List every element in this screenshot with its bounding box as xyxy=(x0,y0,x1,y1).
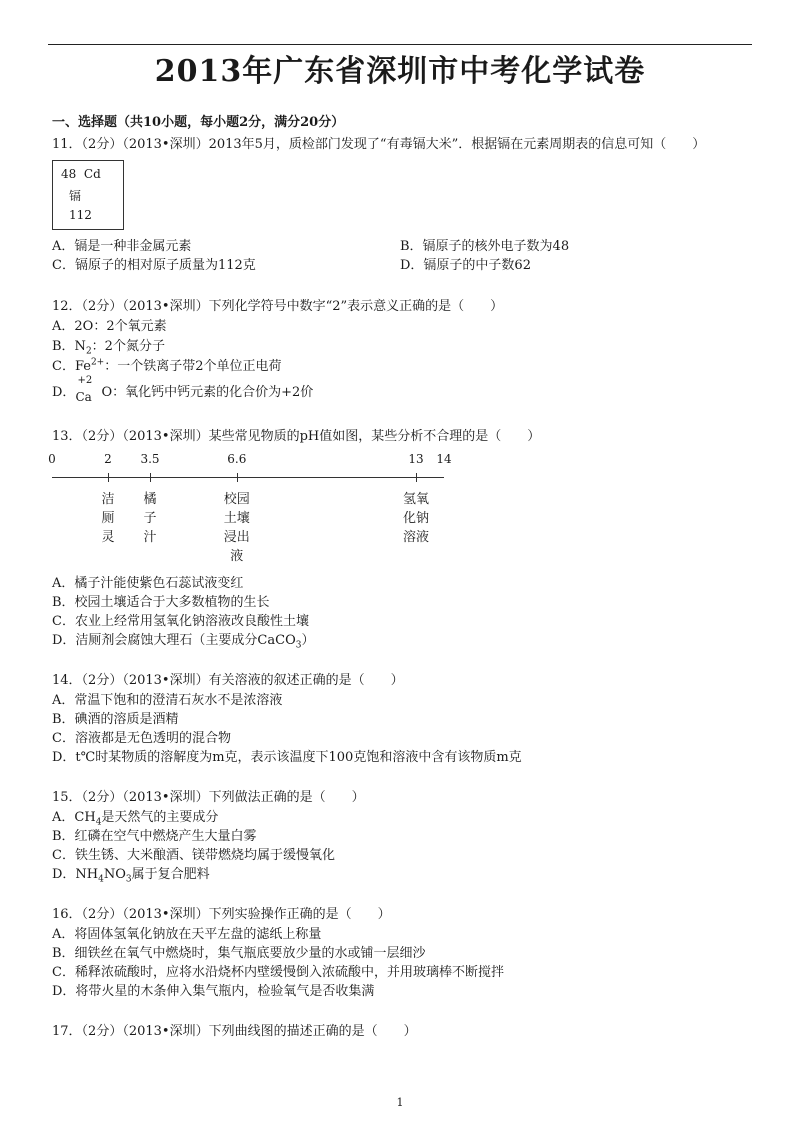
q15-option-d: D．$NH_4NO_3$属于复合肥料 xyxy=(52,867,210,885)
page-title: 2013年广东省深圳市中考化学试卷 xyxy=(154,54,646,89)
q16-option-a: A．将固体氢氧化钠放在天平左盘的滤纸上称量 xyxy=(52,927,322,942)
ph-tick-label: 6.6 xyxy=(227,452,247,466)
page-number: 1 xyxy=(396,1096,404,1109)
ph-substance-line: 土壤 xyxy=(223,511,250,526)
q15-option-b: B．红磷在空气中燃烧产生大量白雾 xyxy=(52,829,257,844)
ph-scale-diagram xyxy=(48,452,468,582)
q16-option-b: B．细铁丝在氧气中燃烧时，集气瓶底要放少量的水或铺一层细沙 xyxy=(52,946,426,961)
ph-substance-line: 浸出 xyxy=(223,530,250,545)
q12-option-c: C．$Fe^{2+}$：一个铁离子带2个单位正电荷 xyxy=(52,357,282,374)
ph-axis-line xyxy=(52,477,444,478)
q15-option-a: A．$CH_4$是天然气的主要成分 xyxy=(52,810,219,828)
q16-option-c: C．稀释浓硫酸时，应将水沿烧杯内壁缓慢倒入浓硫酸中，并用玻璃棒不断搅拌 xyxy=(52,965,504,980)
q11-option-c: C．镉原子的相对原子质量为112克 xyxy=(52,258,256,273)
ph-substance-line: 洁 xyxy=(101,492,115,507)
q16-option-d: D．将带火星的木条伸入集气瓶内，检验氧气是否收集满 xyxy=(52,984,375,999)
ph-substance-label xyxy=(143,490,156,547)
q12-option-a: A．2O：2个氧元素 xyxy=(52,319,167,334)
ph-tick-mark xyxy=(237,473,238,482)
ph-tick-mark xyxy=(108,473,109,482)
q11-option-a: A．镉是一种非金属元素 xyxy=(52,239,192,254)
ph-substance-line: 氢氧 xyxy=(402,492,430,507)
q14-stem: 14．（2分）（2013•深圳）有关溶液的叙述正确的是（ ） xyxy=(52,673,404,688)
q15-stem: 15．（2分）（2013•深圳）下列做法正确的是（ ） xyxy=(52,790,365,805)
ph-substance-line: 化钠 xyxy=(402,511,430,526)
q13-option-b: B．校园土壤适合于大多数植物的生长 xyxy=(52,595,270,610)
ph-tick-label: 0 xyxy=(48,452,56,466)
q14-option-a: A．常温下饱和的澄清石灰水不是浓溶液 xyxy=(52,693,283,708)
ph-substance-line: 校园 xyxy=(223,492,250,507)
ph-substance-line: 灵 xyxy=(101,530,115,545)
q12-option-b: B．$N_2$：2个氮分子 xyxy=(52,339,165,357)
ph-substance-line: 子 xyxy=(143,511,157,526)
q11-option-b: B．镉原子的核外电子数为48 xyxy=(400,239,570,254)
q13-option-d: D．洁厕剂会腐蚀大理石（主要成分CaCO$_3$） xyxy=(52,633,315,651)
element-mass: 112 xyxy=(69,208,92,222)
element-cell-cadmium xyxy=(52,160,124,230)
element-name: 镉 xyxy=(69,189,82,203)
ph-substance-line: 溶液 xyxy=(402,530,430,545)
q11-option-d: D．镉原子的中子数62 xyxy=(400,258,531,273)
q14-option-b: B．碘酒的溶质是酒精 xyxy=(52,712,179,727)
q17-stem: 17．（2分）（2013•深圳）下列曲线图的描述正确的是（ ） xyxy=(52,1024,417,1039)
element-number-symbol: 48 Cd xyxy=(61,167,101,181)
ph-substance-label xyxy=(224,490,250,566)
q13-stem: 13．（2分）（2013•深圳）某些常见物质的pH值如图，某些分析不合理的是（ ） xyxy=(52,429,541,444)
ph-tick-label: 2 xyxy=(104,452,112,466)
ph-tick-label: 14 xyxy=(436,452,452,466)
ph-substance-line: 汁 xyxy=(143,530,157,545)
q12-stem: 12．（2分）（2013•深圳）下列化学符号中数字“2”表示意义正确的是（ ） xyxy=(52,299,504,314)
q16-stem: 16．（2分）（2013•深圳）下列实验操作正确的是（ ） xyxy=(52,907,391,922)
ph-substance-line: 橘 xyxy=(143,492,157,507)
ph-tick-label: 13 xyxy=(408,452,424,466)
q14-option-c: C．溶液都是无色透明的混合物 xyxy=(52,731,231,746)
ph-substance-label xyxy=(101,490,114,547)
q14-option-d: D．t℃时某物质的溶解度为m克，表示该温度下100克饱和溶液中含有该物质m克 xyxy=(52,750,522,765)
valence-notation: +2 Ca xyxy=(75,375,93,404)
q15-option-c: C．铁生锈、大米酿酒、镁带燃烧均属于缓慢氧化 xyxy=(52,848,335,863)
q13-option-a: A．橘子汁能使紫色石蕊试液变红 xyxy=(52,576,244,591)
ph-tick-mark xyxy=(416,473,417,482)
ph-substance-line: 厕 xyxy=(101,511,115,526)
ph-tick-label: 3.5 xyxy=(140,452,160,466)
ph-substance-line: 液 xyxy=(230,549,244,564)
ph-tick-mark xyxy=(150,473,151,482)
q11-stem: 11．（2分）（2013•深圳）2013年5月，质检部门发现了“有毒镉大米”．根据镉在元素周期表的信息可知（ ） xyxy=(52,137,706,152)
section-heading: 一、选择题（共10小题，每小题2分，满分20分） xyxy=(52,115,345,130)
q13-option-c: C．农业上经常用氢氧化钠溶液改良酸性土壤 xyxy=(52,614,309,629)
top-rule xyxy=(48,44,752,45)
q12-option-d: D． +2 Ca O：氧化钙中钙元素的化合价为+2价 xyxy=(52,375,314,404)
ph-substance-label xyxy=(403,490,429,547)
